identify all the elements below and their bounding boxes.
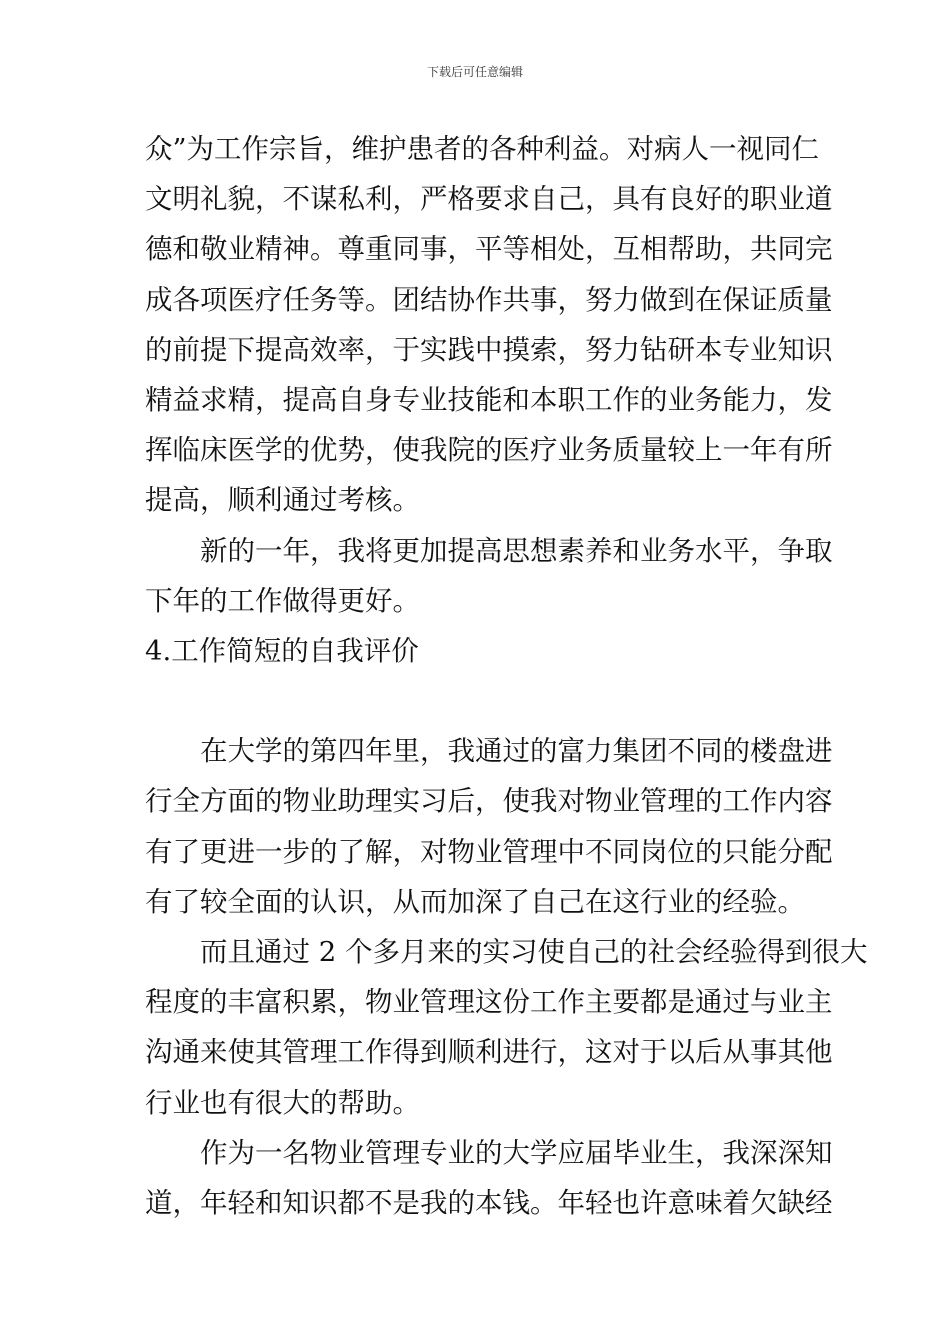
text-line: 作为一名物业管理专业的大学应届毕业生，我深深知 <box>200 1136 833 1169</box>
text-line: 有了更进一步的了解，对物业管理中不同岗位的只能分配 <box>145 835 833 868</box>
text-line: 程度的丰富积累，物业管理这份工作主要都是通过与业主 <box>145 986 833 1019</box>
text-line: 挥临床医学的优势，使我院的医疗业务质量较上一年有所 <box>145 434 833 467</box>
paragraph-continuation <box>145 124 833 526</box>
blank-line <box>145 676 805 726</box>
paragraph-internship <box>145 726 833 927</box>
text-line: 道，年轻和知识都不是我的本钱。年轻也许意味着欠缺经 <box>145 1186 833 1219</box>
text-line: 沟通来使其管理工作得到顺利进行，这对于以后从事其他 <box>145 1036 833 1069</box>
paragraph-experience <box>145 927 868 1128</box>
text-line: 成各项医疗任务等。团结协作共事，努力做到在保证质量 <box>145 283 833 316</box>
text-line: 德和敬业精神。尊重同事，平等相处，互相帮助，共同完 <box>145 233 833 266</box>
text-line: 在大学的第四年里，我通过的富力集团不同的楼盘进 <box>200 735 833 768</box>
text-line: 文明礼貌，不谋私利，严格要求自己，具有良好的职业道 <box>145 183 833 216</box>
page-header: 下载后可任意编辑 <box>426 65 523 79</box>
section-heading: 4.工作简短的自我评价 <box>145 634 419 667</box>
text-line: 众”为工作宗旨，维护患者的各种利益。对病人一视同仁 <box>145 133 820 165</box>
text-line: 精益求精，提高自身专业技能和本职工作的业务能力，发 <box>145 383 833 416</box>
text-line: 新的一年，我将更加提高思想素养和业务水平，争取 <box>200 534 833 567</box>
text-line: 行业也有很大的帮助。 <box>145 1086 420 1119</box>
text-line: 而且通过 2 个多月来的实习使自己的社会经验得到很大 <box>200 936 868 968</box>
text-line: 有了较全面的认识，从而加深了自己在这行业的经验。 <box>145 885 805 918</box>
text-line: 提高，顺利通过考核。 <box>145 484 420 517</box>
text-line: 的前提下提高效率，于实践中摸索，努力钻研本专业知识 <box>145 333 833 366</box>
text-line: 下年的工作做得更好。 <box>145 584 420 617</box>
paragraph-new-year <box>145 526 833 626</box>
paragraph-graduate <box>145 1128 833 1228</box>
text-line: 行全方面的物业助理实习后，使我对物业管理的工作内容 <box>145 785 833 818</box>
document-body <box>145 124 868 1228</box>
